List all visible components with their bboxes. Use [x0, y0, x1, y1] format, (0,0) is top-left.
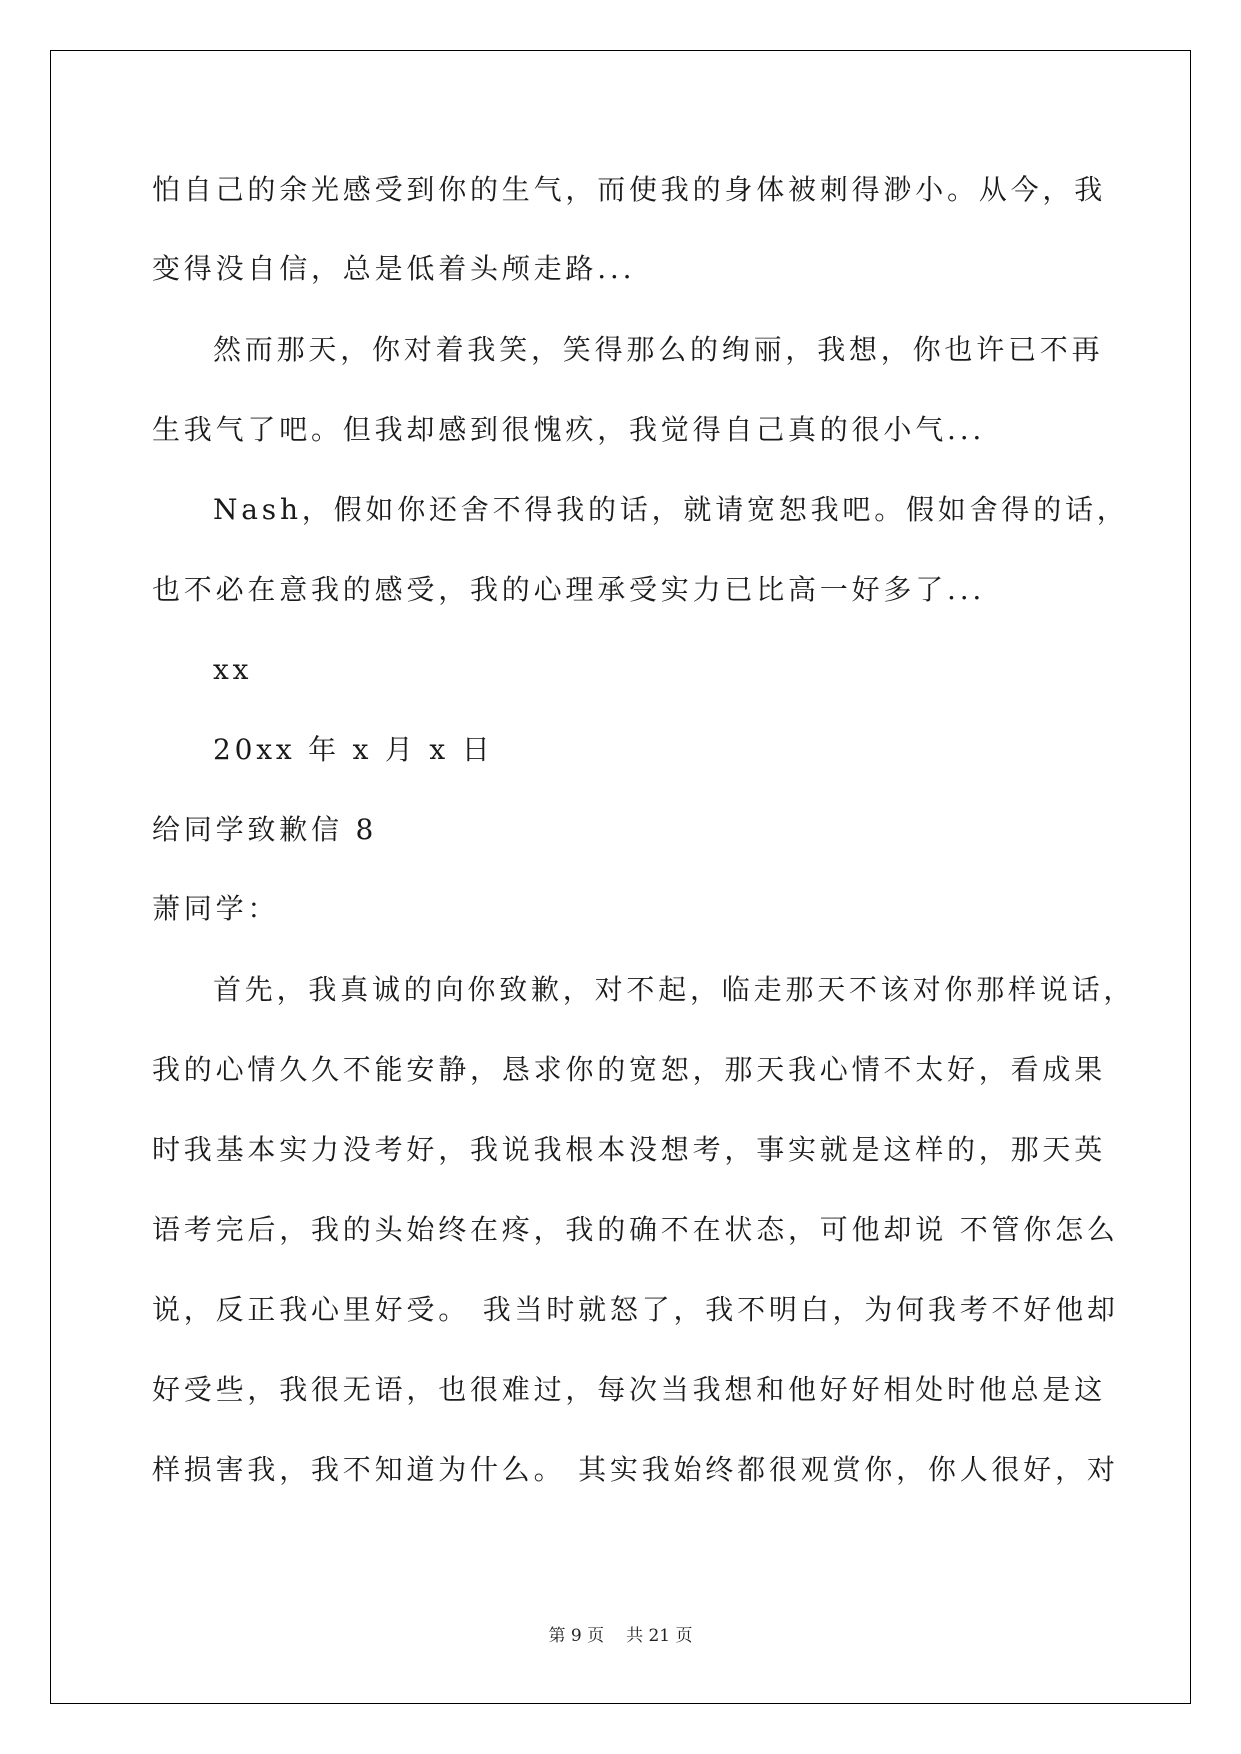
- salutation-line: 萧同学：: [152, 892, 280, 925]
- text-line-15: 说，反正我心里好受。 我当时就怒了，我不明白，为何我考不好他却: [152, 1293, 1119, 1326]
- signature-line: xx: [213, 653, 253, 686]
- text-line-16: 好受些，我很无语，也很难过，每次当我想和他好好相处时他总是这: [152, 1373, 1107, 1406]
- text-line-1: 怕自己的余光感受到你的生气，而使我的身体被刺得渺小。从今，我: [152, 173, 1107, 206]
- page-footer: [0, 1625, 1241, 1647]
- text-line-14: 语考完后，我的头始终在疼，我的确不在状态，可他却说 不管你怎么: [152, 1213, 1119, 1246]
- text-line-13: 时我基本实力没考好，我说我根本没想考，事实就是这样的，那天英: [152, 1133, 1107, 1166]
- text-line-12: 我的心情久久不能安静，恳求你的宽恕，那天我心情不太好，看成果: [152, 1053, 1107, 1086]
- text-line-4: 生我气了吧。但我却感到很愧疚，我觉得自己真的很小气...: [152, 413, 986, 446]
- text-line-3: 然而那天，你对着我笑，笑得那么的绚丽，我想，你也许已不再: [213, 333, 1104, 366]
- section-title: 给同学致歉信 8: [152, 813, 378, 846]
- page-number: 第 9 页: [548, 1626, 605, 1646]
- text-line-17: 样损害我，我不知道为什么。 其实我始终都很观赏你，你人很好，对: [152, 1453, 1119, 1486]
- text-line-11: 首先，我真诚的向你致歉，对不起，临走那天不该对你那样说话，: [213, 973, 1136, 1006]
- text-line-6: 也不必在意我的感受，我的心理承受实力已比高一好多了...: [152, 573, 986, 606]
- date-line: 20xx 年 x 月 x 日: [213, 733, 494, 766]
- text-line-2: 变得没自信，总是低着头颅走路...: [152, 252, 636, 285]
- page-total: 共 21 页: [626, 1626, 693, 1646]
- text-line-5: Nash，假如你还舍不得我的话，就请宽恕我吧。假如舍得的话，: [213, 493, 1129, 526]
